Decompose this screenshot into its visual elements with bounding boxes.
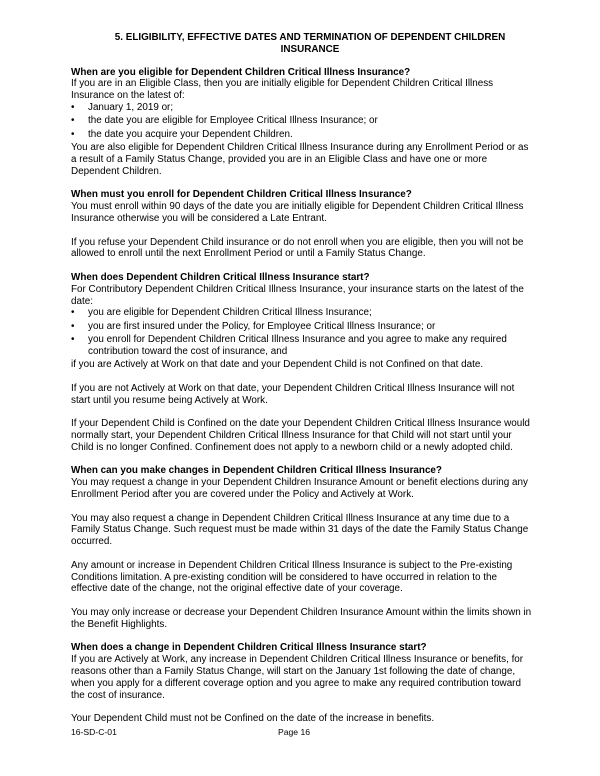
section-eligibility: [71, 67, 535, 178]
list-item: • you are eligible for Dependent Children Critical Illness Insurance;: [71, 307, 372, 319]
section-heading: When does Dependent Children Critical Illness Insurance start?: [71, 271, 370, 283]
paragraph: If your Dependent Child is Confined on the date your Dependent Children Critical Illness Insurance would normally start, your Dependent Children Critical Illness Insurance for that Child will not start until your Child is no longer Confined. Confinement does not apply to a newborn child or a newly adopted child.: [71, 418, 530, 453]
paragraph: For Contributory Dependent Children Critical Illness Insurance, your insurance starts on the latest of the date:: [71, 283, 524, 307]
section-title: 5. ELIGIBILITY, EFFECTIVE DATES AND TERMINATION OF DEPENDENT CHILDREN INSURANCE: [114, 32, 506, 55]
bullet-list: [71, 307, 535, 357]
list-item: • the date you are eligible for Employee Critical Illness Insurance; or: [71, 115, 378, 127]
bullet-marker: •: [71, 320, 75, 332]
section-heading: When can you make changes in Dependent Children Critical Illness Insurance?: [71, 465, 442, 477]
section-change-start: [71, 642, 535, 725]
list-item: • the date you acquire your Dependent Children.: [71, 128, 293, 140]
paragraph: You must enroll within 90 days of the date you are initially eligible for Dependent Children Critical Illness Insurance otherwise you will be considered a Late Entrant.: [71, 201, 524, 224]
paragraph: You are also eligible for Dependent Children Critical Illness Insurance during any Enrollment Period or as a result of a Family Status Change, provided you are in an Eligible Class and have one or more Dependent Children.: [71, 142, 529, 177]
paragraph: If you are Actively at Work, any increase in Dependent Children Critical Illness Insurance or benefits, for reasons other than a Family Status Change, will start on the January 1st following the date of change, when you apply for a different coverage option and you agree to make any required contribution toward the cost of insurance.: [71, 654, 524, 701]
bullet-marker: •: [71, 101, 75, 113]
section-heading: When does a change in Dependent Children Critical Illness Insurance start?: [71, 642, 427, 654]
section-heading: When must you enroll for Dependent Children Critical Illness Insurance?: [71, 189, 412, 201]
bullet-marker: •: [71, 115, 75, 127]
paragraph: If you are not Actively at Work on that date, your Dependent Children Critical Illness Insurance will not start until you resume being Actively at Work.: [71, 382, 515, 406]
section-changes: [71, 465, 535, 630]
paragraph: Any amount or increase in Dependent Children Critical Illness Insurance is subject to the Pre-existing Conditions limitation. A pre-existing condition will be considered to have occurred in relation to the effective date of the change, not the original effective date of your coverage.: [71, 559, 513, 595]
document-body: [71, 32, 535, 737]
paragraph: You may also request a change in Dependent Children Critical Illness Insurance at any time due to a Family Status Change. Such request must be made within 31 days of the date the Family Status Change occurred.: [71, 512, 529, 548]
form-code: 16-SD-C-01: [71, 727, 117, 737]
paragraph: You may only increase or decrease your Dependent Children Insurance Amount within the limits shown in the Benefit Highlights.: [71, 607, 532, 630]
paragraph: If you refuse your Dependent Child insurance or do not enroll when you are eligible, then you will not be allowed to enroll until the next Enrollment Period or until a Family Status Change.: [71, 236, 524, 260]
section-enrollment: [71, 189, 535, 260]
list-item: • you enroll for Dependent Children Critical Illness Insurance and you agree to make any required contribution toward the cost of insurance, and: [71, 334, 507, 357]
paragraph: if you are Actively at Work on that date and your Dependent Child is not Confined on that date.: [71, 359, 484, 371]
bullet-list: [71, 102, 535, 141]
bullet-marker: •: [71, 307, 75, 319]
list-item: • you are first insured under the Policy, for Employee Critical Illness Insurance; or: [71, 320, 436, 332]
section-start: [71, 272, 535, 454]
paragraph: If you are in an Eligible Class, then you are initially eligible for Dependent Children Critical Illness Insurance on the latest of:: [71, 78, 494, 102]
page-number: Page 16: [278, 727, 311, 737]
bullet-marker: •: [71, 128, 75, 140]
bullet-marker: •: [71, 334, 75, 346]
section-heading: When are you eligible for Dependent Children Critical Illness Insurance?: [71, 66, 411, 78]
paragraph: Your Dependent Child must not be Confined on the date of the increase in benefits.: [71, 713, 435, 725]
paragraph: You may request a change in your Dependent Children Insurance Amount or benefit elections during any Enrollment Period after you are covered under the Policy and Actively at Work.: [71, 477, 528, 501]
list-item: • January 1, 2019 or;: [71, 101, 174, 113]
